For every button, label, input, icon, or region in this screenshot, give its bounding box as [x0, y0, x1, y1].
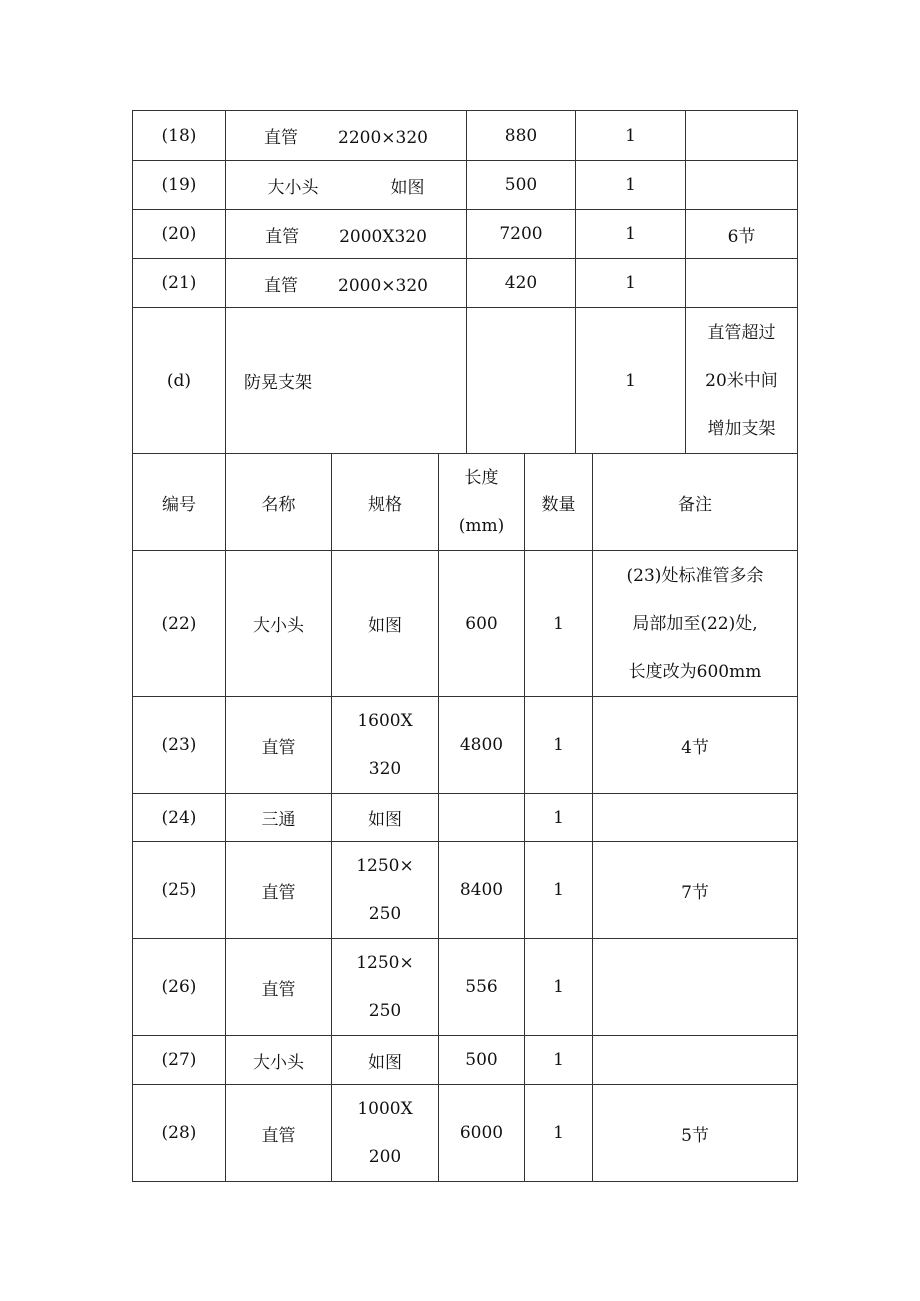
cell-note: [593, 551, 798, 697]
cell-qty: 1: [525, 842, 593, 939]
cell-name: 直管: [226, 939, 332, 1036]
table-row: [133, 111, 798, 161]
spec-line: 200: [368, 1147, 402, 1167]
note-line: 直管超过: [707, 322, 776, 343]
table-row: [133, 161, 798, 210]
cell-no: (19): [133, 161, 226, 210]
cell-no: (24): [133, 794, 226, 842]
cell-name-spec: [226, 161, 467, 210]
cell-length: [439, 794, 525, 842]
cell-length: 556: [439, 939, 525, 1036]
cell-note: 5节: [593, 1085, 798, 1182]
cell-qty: 1: [525, 551, 593, 697]
cell-qty: 1: [525, 1036, 593, 1085]
cell-note: 7节: [593, 842, 798, 939]
cell-qty: 1: [525, 794, 593, 842]
cell-qty: 1: [525, 1085, 593, 1182]
cell-name: 大小头: [226, 551, 332, 697]
cell-name: 直管: [226, 697, 332, 794]
cell-spec: 如图: [332, 1036, 439, 1085]
cell-name: 大小头: [226, 1036, 332, 1085]
cell-spec: [332, 939, 439, 1036]
spec-line: 1600X: [357, 711, 413, 731]
cell-note: 6节: [686, 210, 798, 259]
cell-length: 500: [439, 1036, 525, 1085]
spec-line: 250: [368, 1001, 402, 1021]
cell-length: 6000: [439, 1085, 525, 1182]
note-line: 局部加至(22)处,: [632, 613, 758, 634]
cell-note: [686, 308, 798, 454]
header-name: 名称: [226, 454, 332, 551]
note-line: 长度改为600mm: [628, 661, 762, 682]
cell-no: (22): [133, 551, 226, 697]
cell-no: (26): [133, 939, 226, 1036]
cell-name: 大小头: [267, 177, 319, 198]
cell-qty: 1: [576, 308, 686, 454]
spec-line: 250: [368, 904, 402, 924]
table-row: [133, 259, 798, 308]
cell-note: [593, 939, 798, 1036]
cell-spec: 如图: [390, 177, 425, 198]
cell-no: (21): [133, 259, 226, 308]
spec-line: 1000X: [357, 1099, 413, 1119]
note-line: (23)处标准管多余: [626, 565, 764, 586]
spec-line: 1250×: [356, 953, 414, 973]
cell-note: [593, 1036, 798, 1085]
cell-spec: 2000X320: [339, 226, 427, 247]
pipe-table-top: [132, 110, 798, 454]
cell-length: 600: [439, 551, 525, 697]
header-qty: 数量: [525, 454, 593, 551]
cell-qty: 1: [576, 259, 686, 308]
cell-note: [686, 259, 798, 308]
cell-spec: [332, 697, 439, 794]
cell-note: [593, 794, 798, 842]
cell-name-spec: [226, 259, 467, 308]
cell-no: (25): [133, 842, 226, 939]
spec-line: 320: [368, 759, 402, 779]
header-length-label: 长度: [464, 468, 499, 488]
cell-note: [686, 161, 798, 210]
header-no: 编号: [133, 454, 226, 551]
cell-name: 直管: [265, 226, 300, 247]
cell-no: (28): [133, 1085, 226, 1182]
cell-length: 7200: [467, 210, 576, 259]
table-row: [133, 1085, 798, 1182]
cell-name: 直管: [226, 1085, 332, 1182]
cell-name: 直管: [264, 275, 299, 296]
cell-no: (27): [133, 1036, 226, 1085]
cell-length: 880: [467, 111, 576, 161]
cell-spec: [332, 842, 439, 939]
cell-no: (20): [133, 210, 226, 259]
header-length-unit: (mm): [458, 516, 505, 536]
header-note: 备注: [593, 454, 798, 551]
cell-name: 直管: [226, 842, 332, 939]
cell-length: 500: [467, 161, 576, 210]
header-length: [439, 454, 525, 551]
cell-spec: [332, 1085, 439, 1182]
cell-qty: 1: [576, 111, 686, 161]
table-row: [133, 551, 798, 697]
table-row: [133, 210, 798, 259]
note-line: 增加支架: [707, 418, 776, 439]
cell-length: 8400: [439, 842, 525, 939]
cell-name: 直管: [264, 128, 299, 148]
cell-spec: 2000×320: [338, 275, 428, 296]
cell-qty: 1: [576, 161, 686, 210]
spec-line: 1250×: [356, 856, 414, 876]
cell-length: 420: [467, 259, 576, 308]
table-row: [133, 842, 798, 939]
cell-spec: 如图: [332, 794, 439, 842]
cell-no: (d): [133, 308, 226, 454]
table-row: [133, 697, 798, 794]
note-line: 20米中间: [705, 370, 778, 391]
cell-qty: 1: [525, 939, 593, 1036]
cell-qty: 1: [525, 697, 593, 794]
cell-note: 4节: [593, 697, 798, 794]
cell-name-spec: [226, 210, 467, 259]
cell-no: (18): [133, 111, 226, 161]
cell-spec: 2200×320: [338, 128, 428, 148]
pipe-table-main: [132, 453, 798, 1182]
table-row: [133, 794, 798, 842]
cell-spec: 如图: [332, 551, 439, 697]
cell-length: [467, 308, 576, 454]
cell-name: 防晃支架: [226, 308, 467, 454]
cell-note: [686, 111, 798, 161]
table-row: [133, 939, 798, 1036]
cell-length: 4800: [439, 697, 525, 794]
header-row: [133, 454, 798, 551]
table-row: [133, 1036, 798, 1085]
cell-no: (23): [133, 697, 226, 794]
table-row: [133, 308, 798, 454]
cell-name-spec: [226, 111, 467, 161]
cell-qty: 1: [576, 210, 686, 259]
cell-name: 三通: [226, 794, 332, 842]
header-spec: 规格: [332, 454, 439, 551]
